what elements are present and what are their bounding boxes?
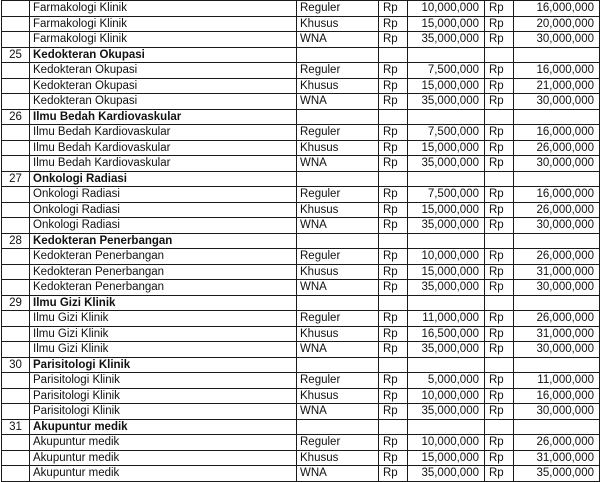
fee-min-cell: 35,000,000 bbox=[408, 218, 485, 234]
currency-cell: Rp bbox=[379, 450, 408, 466]
category-cell: Reguler bbox=[297, 435, 379, 451]
program-cell: Parisitologi Klinik bbox=[30, 404, 297, 420]
row-number-cell bbox=[2, 125, 30, 141]
program-cell: Farmakologi Klinik bbox=[30, 32, 297, 48]
empty-cell bbox=[379, 171, 408, 187]
section-number: 26 bbox=[2, 109, 30, 125]
currency-cell: Rp bbox=[379, 125, 408, 141]
category-cell: WNA bbox=[297, 32, 379, 48]
fee-table-body bbox=[2, 1, 600, 482]
fee-row bbox=[2, 63, 600, 79]
fee-row bbox=[2, 125, 600, 141]
empty-cell bbox=[514, 171, 600, 187]
program-cell: Ilmu Bedah Kardiovaskular bbox=[30, 140, 297, 156]
currency-cell: Rp bbox=[379, 342, 408, 358]
fee-min-cell: 15,000,000 bbox=[408, 202, 485, 218]
fee-min-cell: 7,500,000 bbox=[408, 63, 485, 79]
program-cell: Kedokteran Penerbangan bbox=[30, 264, 297, 280]
currency-cell: Rp bbox=[485, 342, 514, 358]
section-header-row bbox=[2, 171, 600, 187]
fee-max-cell: 30,000,000 bbox=[514, 342, 600, 358]
empty-cell bbox=[379, 233, 408, 249]
fee-min-cell: 10,000,000 bbox=[408, 249, 485, 265]
empty-cell bbox=[297, 419, 379, 435]
currency-cell: Rp bbox=[379, 435, 408, 451]
currency-cell: Rp bbox=[485, 264, 514, 280]
category-cell: Reguler bbox=[297, 63, 379, 79]
currency-cell: Rp bbox=[485, 404, 514, 420]
fee-row bbox=[2, 1, 600, 17]
currency-cell: Rp bbox=[379, 78, 408, 94]
fee-min-cell: 35,000,000 bbox=[408, 280, 485, 296]
fee-row bbox=[2, 32, 600, 48]
currency-cell: Rp bbox=[485, 16, 514, 32]
fee-max-cell: 30,000,000 bbox=[514, 218, 600, 234]
empty-cell bbox=[379, 295, 408, 311]
fee-max-cell: 21,000,000 bbox=[514, 78, 600, 94]
fee-row bbox=[2, 311, 600, 327]
program-cell: Akupuntur medik bbox=[30, 435, 297, 451]
section-name: Kedokteran Okupasi bbox=[30, 47, 297, 63]
currency-cell: Rp bbox=[379, 156, 408, 172]
fee-max-cell: 30,000,000 bbox=[514, 94, 600, 110]
program-cell: Akupuntur medik bbox=[30, 466, 297, 482]
currency-cell: Rp bbox=[485, 156, 514, 172]
fee-max-cell: 35,000,000 bbox=[514, 466, 600, 482]
empty-cell bbox=[297, 295, 379, 311]
category-cell: WNA bbox=[297, 280, 379, 296]
fee-min-cell: 15,000,000 bbox=[408, 450, 485, 466]
section-header-row bbox=[2, 357, 600, 373]
currency-cell: Rp bbox=[379, 187, 408, 203]
fee-row bbox=[2, 187, 600, 203]
currency-cell: Rp bbox=[379, 1, 408, 17]
empty-cell bbox=[514, 295, 600, 311]
section-header-row bbox=[2, 295, 600, 311]
currency-cell: Rp bbox=[485, 140, 514, 156]
section-name: Akupuntur medik bbox=[30, 419, 297, 435]
empty-cell bbox=[297, 109, 379, 125]
currency-cell: Rp bbox=[485, 388, 514, 404]
currency-cell: Rp bbox=[485, 32, 514, 48]
fee-row bbox=[2, 218, 600, 234]
empty-cell bbox=[408, 295, 485, 311]
row-number-cell bbox=[2, 78, 30, 94]
category-cell: Khusus bbox=[297, 388, 379, 404]
currency-cell: Rp bbox=[379, 326, 408, 342]
section-header-row bbox=[2, 419, 600, 435]
category-cell: WNA bbox=[297, 466, 379, 482]
section-header-row bbox=[2, 47, 600, 63]
currency-cell: Rp bbox=[485, 63, 514, 79]
program-cell: Onkologi Radiasi bbox=[30, 187, 297, 203]
program-cell: Onkologi Radiasi bbox=[30, 202, 297, 218]
currency-cell: Rp bbox=[485, 1, 514, 17]
fee-min-cell: 7,500,000 bbox=[408, 187, 485, 203]
fee-min-cell: 15,000,000 bbox=[408, 78, 485, 94]
fee-min-cell: 11,000,000 bbox=[408, 311, 485, 327]
section-name: Ilmu Gizi Klinik bbox=[30, 295, 297, 311]
fee-row bbox=[2, 202, 600, 218]
fee-max-cell: 30,000,000 bbox=[514, 32, 600, 48]
program-cell: Kedokteran Okupasi bbox=[30, 78, 297, 94]
program-cell: Ilmu Gizi Klinik bbox=[30, 326, 297, 342]
row-number-cell bbox=[2, 63, 30, 79]
fee-min-cell: 10,000,000 bbox=[408, 1, 485, 17]
empty-cell bbox=[485, 295, 514, 311]
empty-cell bbox=[379, 47, 408, 63]
currency-cell: Rp bbox=[379, 140, 408, 156]
fee-row bbox=[2, 140, 600, 156]
empty-cell bbox=[485, 47, 514, 63]
fee-row bbox=[2, 342, 600, 358]
program-cell: Farmakologi Klinik bbox=[30, 1, 297, 17]
fee-max-cell: 26,000,000 bbox=[514, 435, 600, 451]
empty-cell bbox=[297, 47, 379, 63]
fee-row bbox=[2, 373, 600, 389]
empty-cell bbox=[408, 233, 485, 249]
currency-cell: Rp bbox=[485, 326, 514, 342]
currency-cell: Rp bbox=[379, 249, 408, 265]
fee-max-cell: 16,000,000 bbox=[514, 125, 600, 141]
empty-cell bbox=[514, 419, 600, 435]
row-number-cell bbox=[2, 94, 30, 110]
program-cell: Ilmu Bedah Kardiovaskular bbox=[30, 125, 297, 141]
fee-row bbox=[2, 94, 600, 110]
currency-cell: Rp bbox=[485, 466, 514, 482]
currency-cell: Rp bbox=[485, 311, 514, 327]
empty-cell bbox=[297, 233, 379, 249]
currency-cell: Rp bbox=[485, 435, 514, 451]
row-number-cell bbox=[2, 202, 30, 218]
row-number-cell bbox=[2, 373, 30, 389]
fee-max-cell: 16,000,000 bbox=[514, 1, 600, 17]
row-number-cell bbox=[2, 326, 30, 342]
fee-row bbox=[2, 264, 600, 280]
fee-min-cell: 35,000,000 bbox=[408, 404, 485, 420]
fee-max-cell: 16,000,000 bbox=[514, 388, 600, 404]
fee-min-cell: 15,000,000 bbox=[408, 16, 485, 32]
fee-row bbox=[2, 450, 600, 466]
fee-row bbox=[2, 156, 600, 172]
currency-cell: Rp bbox=[379, 466, 408, 482]
currency-cell: Rp bbox=[379, 404, 408, 420]
category-cell: WNA bbox=[297, 342, 379, 358]
program-cell: Kedokteran Okupasi bbox=[30, 63, 297, 79]
fee-min-cell: 15,000,000 bbox=[408, 140, 485, 156]
program-cell: Kedokteran Penerbangan bbox=[30, 280, 297, 296]
section-name: Kedokteran Penerbangan bbox=[30, 233, 297, 249]
category-cell: Reguler bbox=[297, 311, 379, 327]
fee-row bbox=[2, 466, 600, 482]
fee-min-cell: 16,500,000 bbox=[408, 326, 485, 342]
row-number-cell bbox=[2, 466, 30, 482]
fee-row bbox=[2, 404, 600, 420]
category-cell: Reguler bbox=[297, 1, 379, 17]
category-cell: WNA bbox=[297, 218, 379, 234]
currency-cell: Rp bbox=[485, 280, 514, 296]
fee-max-cell: 11,000,000 bbox=[514, 373, 600, 389]
category-cell: Khusus bbox=[297, 326, 379, 342]
empty-cell bbox=[408, 419, 485, 435]
fee-min-cell: 10,000,000 bbox=[408, 388, 485, 404]
empty-cell bbox=[514, 233, 600, 249]
section-name: Ilmu Bedah Kardiovaskular bbox=[30, 109, 297, 125]
category-cell: Reguler bbox=[297, 373, 379, 389]
currency-cell: Rp bbox=[485, 218, 514, 234]
section-name: Parisitologi Klinik bbox=[30, 357, 297, 373]
currency-cell: Rp bbox=[485, 78, 514, 94]
category-cell: Reguler bbox=[297, 125, 379, 141]
fee-row bbox=[2, 78, 600, 94]
currency-cell: Rp bbox=[485, 249, 514, 265]
program-cell: Farmakologi Klinik bbox=[30, 16, 297, 32]
fee-max-cell: 30,000,000 bbox=[514, 280, 600, 296]
fee-min-cell: 15,000,000 bbox=[408, 264, 485, 280]
empty-cell bbox=[514, 109, 600, 125]
category-cell: Khusus bbox=[297, 16, 379, 32]
section-number: 31 bbox=[2, 419, 30, 435]
program-cell: Ilmu Gizi Klinik bbox=[30, 342, 297, 358]
fee-max-cell: 30,000,000 bbox=[514, 156, 600, 172]
program-cell: Onkologi Radiasi bbox=[30, 218, 297, 234]
program-cell: Akupuntur medik bbox=[30, 450, 297, 466]
fee-max-cell: 31,000,000 bbox=[514, 326, 600, 342]
category-cell: WNA bbox=[297, 94, 379, 110]
currency-cell: Rp bbox=[379, 202, 408, 218]
empty-cell bbox=[485, 233, 514, 249]
empty-cell bbox=[485, 357, 514, 373]
section-header-row bbox=[2, 233, 600, 249]
empty-cell bbox=[408, 171, 485, 187]
fee-max-cell: 16,000,000 bbox=[514, 187, 600, 203]
currency-cell: Rp bbox=[379, 373, 408, 389]
fee-row bbox=[2, 16, 600, 32]
program-cell: Kedokteran Okupasi bbox=[30, 94, 297, 110]
category-cell: Khusus bbox=[297, 450, 379, 466]
category-cell: WNA bbox=[297, 404, 379, 420]
fee-max-cell: 26,000,000 bbox=[514, 249, 600, 265]
empty-cell bbox=[408, 357, 485, 373]
currency-cell: Rp bbox=[379, 94, 408, 110]
program-cell: Ilmu Gizi Klinik bbox=[30, 311, 297, 327]
fee-min-cell: 7,500,000 bbox=[408, 125, 485, 141]
empty-cell bbox=[379, 419, 408, 435]
row-number-cell bbox=[2, 342, 30, 358]
currency-cell: Rp bbox=[485, 450, 514, 466]
fee-row bbox=[2, 249, 600, 265]
fee-max-cell: 16,000,000 bbox=[514, 63, 600, 79]
currency-cell: Rp bbox=[379, 63, 408, 79]
fee-max-cell: 31,000,000 bbox=[514, 264, 600, 280]
fee-row bbox=[2, 435, 600, 451]
fee-min-cell: 35,000,000 bbox=[408, 156, 485, 172]
row-number-cell bbox=[2, 249, 30, 265]
row-number-cell bbox=[2, 388, 30, 404]
program-cell: Kedokteran Penerbangan bbox=[30, 249, 297, 265]
section-number: 29 bbox=[2, 295, 30, 311]
category-cell: Reguler bbox=[297, 187, 379, 203]
row-number-cell bbox=[2, 187, 30, 203]
currency-cell: Rp bbox=[379, 388, 408, 404]
program-cell: Ilmu Bedah Kardiovaskular bbox=[30, 156, 297, 172]
currency-cell: Rp bbox=[485, 202, 514, 218]
section-number: 25 bbox=[2, 47, 30, 63]
empty-cell bbox=[485, 109, 514, 125]
fee-min-cell: 35,000,000 bbox=[408, 32, 485, 48]
row-number-cell bbox=[2, 450, 30, 466]
fee-min-cell: 5,000,000 bbox=[408, 373, 485, 389]
category-cell: Khusus bbox=[297, 264, 379, 280]
currency-cell: Rp bbox=[379, 218, 408, 234]
row-number-cell bbox=[2, 32, 30, 48]
fee-max-cell: 31,000,000 bbox=[514, 450, 600, 466]
fee-max-cell: 26,000,000 bbox=[514, 202, 600, 218]
empty-cell bbox=[408, 109, 485, 125]
currency-cell: Rp bbox=[379, 16, 408, 32]
fee-max-cell: 20,000,000 bbox=[514, 16, 600, 32]
currency-cell: Rp bbox=[379, 264, 408, 280]
section-name: Onkologi Radiasi bbox=[30, 171, 297, 187]
row-number-cell bbox=[2, 280, 30, 296]
row-number-cell bbox=[2, 156, 30, 172]
fee-min-cell: 35,000,000 bbox=[408, 342, 485, 358]
fee-row bbox=[2, 280, 600, 296]
currency-cell: Rp bbox=[485, 94, 514, 110]
empty-cell bbox=[485, 171, 514, 187]
fee-min-cell: 35,000,000 bbox=[408, 466, 485, 482]
tuition-fee-table bbox=[1, 0, 600, 482]
row-number-cell bbox=[2, 404, 30, 420]
currency-cell: Rp bbox=[485, 373, 514, 389]
category-cell: Khusus bbox=[297, 202, 379, 218]
empty-cell bbox=[379, 357, 408, 373]
section-number: 30 bbox=[2, 357, 30, 373]
row-number-cell bbox=[2, 140, 30, 156]
fee-min-cell: 10,000,000 bbox=[408, 435, 485, 451]
row-number-cell bbox=[2, 218, 30, 234]
currency-cell: Rp bbox=[379, 32, 408, 48]
category-cell: Khusus bbox=[297, 140, 379, 156]
empty-cell bbox=[485, 419, 514, 435]
category-cell: Khusus bbox=[297, 78, 379, 94]
empty-cell bbox=[297, 357, 379, 373]
program-cell: Parisitologi Klinik bbox=[30, 388, 297, 404]
row-number-cell bbox=[2, 1, 30, 17]
section-header-row bbox=[2, 109, 600, 125]
currency-cell: Rp bbox=[379, 280, 408, 296]
section-number: 27 bbox=[2, 171, 30, 187]
row-number-cell bbox=[2, 264, 30, 280]
program-cell: Parisitologi Klinik bbox=[30, 373, 297, 389]
currency-cell: Rp bbox=[485, 187, 514, 203]
fee-min-cell: 35,000,000 bbox=[408, 94, 485, 110]
category-cell: WNA bbox=[297, 156, 379, 172]
fee-max-cell: 26,000,000 bbox=[514, 311, 600, 327]
currency-cell: Rp bbox=[485, 125, 514, 141]
fee-row bbox=[2, 388, 600, 404]
row-number-cell bbox=[2, 435, 30, 451]
row-number-cell bbox=[2, 311, 30, 327]
empty-cell bbox=[514, 47, 600, 63]
empty-cell bbox=[379, 109, 408, 125]
fee-row bbox=[2, 326, 600, 342]
empty-cell bbox=[297, 171, 379, 187]
category-cell: Reguler bbox=[297, 249, 379, 265]
empty-cell bbox=[514, 357, 600, 373]
fee-max-cell: 26,000,000 bbox=[514, 140, 600, 156]
empty-cell bbox=[408, 47, 485, 63]
row-number-cell bbox=[2, 16, 30, 32]
currency-cell: Rp bbox=[379, 311, 408, 327]
section-number: 28 bbox=[2, 233, 30, 249]
fee-max-cell: 30,000,000 bbox=[514, 404, 600, 420]
